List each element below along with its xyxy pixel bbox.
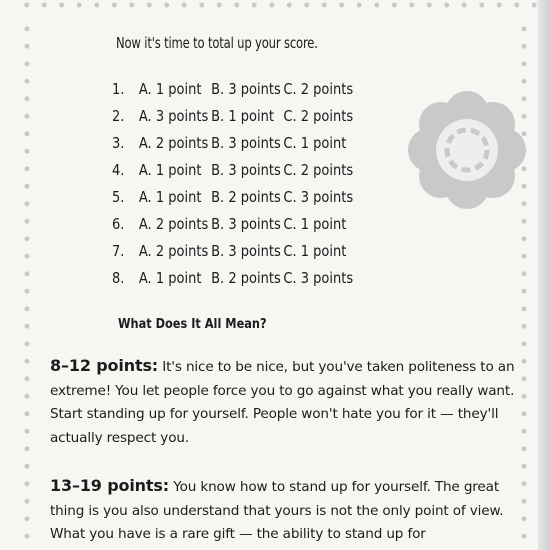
answer-c-points: C. 1 point	[283, 134, 347, 152]
answer-a-points: A. 2 points	[138, 134, 209, 152]
question-number: 3.	[112, 134, 125, 152]
question-number: 6.	[112, 215, 125, 233]
question-number: 7.	[112, 242, 125, 260]
answer-a-points: A. 2 points	[138, 242, 209, 260]
page-title: Now it's time to total up your score.	[116, 34, 318, 52]
answer-b-points: B. 3 points	[211, 80, 281, 98]
answer-c-points: C. 2 points	[283, 80, 354, 98]
answer-b-points: B. 2 points	[211, 188, 281, 206]
answer-c-points: C. 3 points	[283, 269, 354, 287]
question-number: 5.	[112, 188, 125, 206]
result-label: 8–12 points:	[50, 356, 159, 375]
answer-b-points: B. 3 points	[211, 161, 281, 179]
answer-b-points: B. 2 points	[211, 269, 281, 287]
answer-a-points: A. 2 points	[138, 215, 209, 233]
result-paragraph-2	[50, 474, 520, 547]
result-text: You know how to stand up for yourself. The great thing is you also understand that yours is not the only point of view. What you have is a rare gift — the ability to stand up for	[50, 479, 504, 542]
section-heading: What Does It All Mean?	[118, 316, 267, 332]
answer-c-points: C. 1 point	[283, 242, 347, 260]
answer-c-points: C. 3 points	[283, 188, 354, 206]
answer-a-points: A. 1 point	[138, 188, 202, 206]
result-label: 13–19 points:	[50, 476, 170, 495]
answer-a-points: A. 1 point	[138, 80, 202, 98]
flower-icon	[402, 85, 532, 215]
answer-c-points: C. 2 points	[283, 107, 354, 125]
dotted-border-left	[20, 20, 34, 550]
answer-b-points: B. 1 point	[211, 107, 274, 125]
result-paragraph-1	[50, 354, 520, 450]
dotted-border-top	[18, 0, 538, 14]
page-edge	[538, 0, 550, 550]
question-number: 8.	[112, 269, 125, 287]
question-number: 4.	[112, 161, 125, 179]
answer-b-points: B. 3 points	[211, 134, 281, 152]
answer-c-points: C. 2 points	[283, 161, 354, 179]
answer-a-points: A. 1 point	[138, 269, 202, 287]
answer-c-points: C. 1 point	[283, 215, 347, 233]
result-text: It's nice to be nice, but you've taken politeness to an extreme! You let people force you to go against what you really want. Start standing up for yourself. People won't hate you for it — they'll actually respect you.	[50, 359, 515, 446]
question-number: 2.	[112, 107, 125, 125]
answer-a-points: A. 3 points	[138, 107, 209, 125]
answer-b-points: B. 3 points	[211, 215, 281, 233]
answer-a-points: A. 1 point	[138, 161, 202, 179]
question-number: 1.	[112, 80, 125, 98]
answer-b-points: B. 3 points	[211, 242, 281, 260]
